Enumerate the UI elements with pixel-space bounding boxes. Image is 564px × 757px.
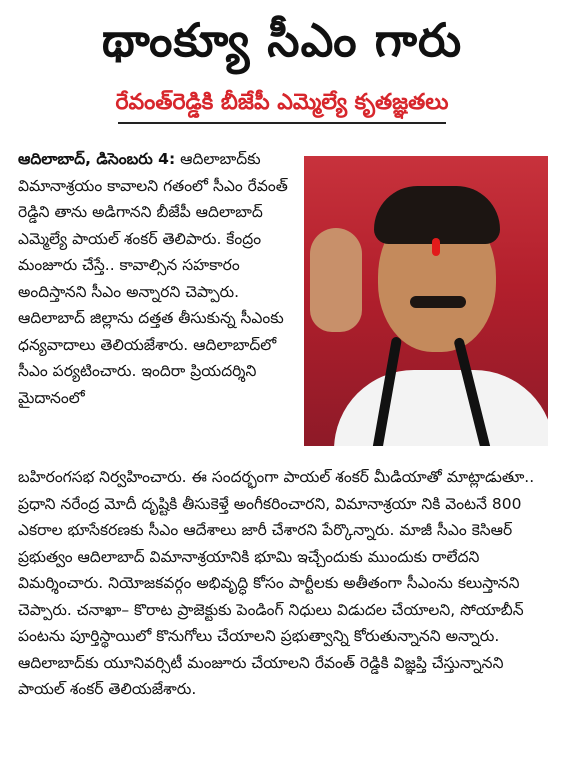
subheadline: రేవంత్‌రెడ్డికి బీజేపీ ఎమ్మెల్యే కృతజ్ఞతలు [115, 90, 449, 115]
article-column-text [18, 146, 304, 411]
article-full-width-text: బహిరంగసభ నిర్వహించారు. ఈ సందర్భంగా పాయల్‌ శంకర్‌ మీడియాతో మాట్లాడుతూ.. ప్రధాని నరేంద్ర మోదీ దృష్టికి తీసుకెళ్తే అంగీకరించారని, విమానాశ్రయా నికి వెంటనే 800 ఎకరాల భూసేకరణకు సీఎం ఆదేశాలు జారీ చేశారని పేర్కొన్నారు. మాజీ సీఎం కెసిఆర్‌ ప్రభుత్వం ఆదిలాబాద్‌ విమానాశ్రయానికి భూమి ఇచ్చేందుకు ముందుకు రాలేదని విమర్శించారు. నియోజకవర్గం అభివృద్ధి కోసం పార్టీలకు అతీతంగా సీఎంను కలుస్తానని చెప్పారు. చనాఖా– కొరాట ప్రాజెక్టుకు పెండింగ్‌ నిధులు విడుదల చేయాలని, సోయాబీన్‌ పంటను పూర్తిస్థాయిలో కొనుగోలు చేయాలని ప్రభుత్వాన్ని కోరుతున్నానని అన్నారు. ఆదిలాబాద్‌కు యూనివర్సిటీ మంజూరు చేయాలని రేవంత్‌ రెడ్డికి విజ్ఞప్తి చేస్తున్నానని పాయల్‌ శంకర్‌ తెలియజేశారు. [18, 468, 535, 698]
photo-shirt [334, 370, 548, 446]
column-paragraph: ఆదిలాబాద్‌కు విమానాశ్రయం కావాలని గతంలో సీఎం రేవంత్‌ రెడ్డిని తాను అడిగానని బీజేపీ ఆదిలాబాద్‌ ఎమ్మెల్యే పాయల్‌ శంకర్‌ తెలిపారు. కేంద్రం మంజూరు చేస్తే.. కావాల్సిన సహకారం అందిస్తానని సీఎం అన్నారని చెప్పారు. ఆదిలాబాద్‌ జిల్లాను దత్తత తీసుకున్న సీఎంకు ధన్యవాదాలు తెలియజేశారు. ఆదిలాబాద్‌లో సీఎం పర్యటించారు. ఇందిరా ప్రియదర్శిని మైదానంలో [18, 150, 288, 407]
mla-photo [304, 156, 548, 446]
headline: థాంక్యూ సీఎం గారు [101, 13, 463, 67]
photo-hair [374, 186, 500, 244]
photo-tilak [432, 238, 440, 256]
photo-moustache [410, 296, 466, 308]
subheadline-underline [118, 122, 446, 124]
photo-raised-hand [310, 228, 362, 332]
dateline: ఆదిలాబాద్‌, డిసెంబరు 4: [18, 150, 176, 168]
